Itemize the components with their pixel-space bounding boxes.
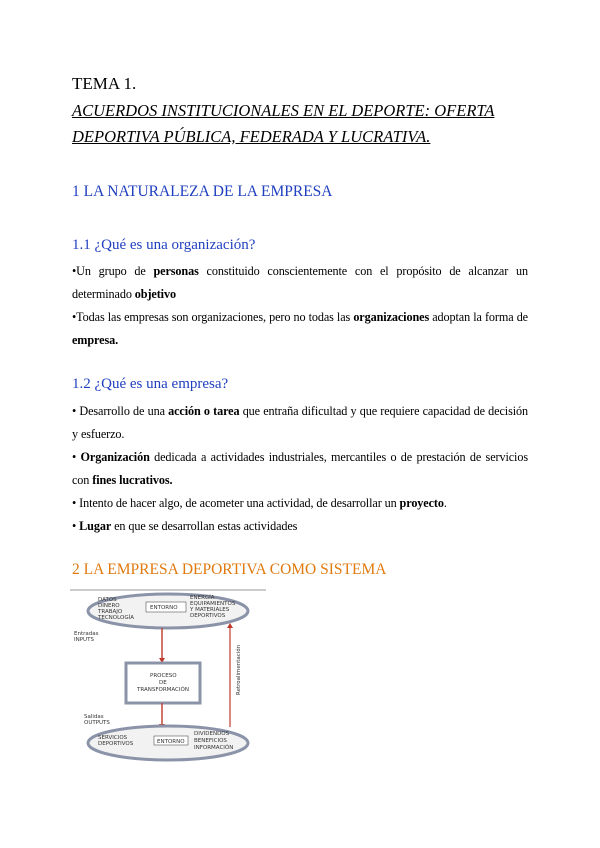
- input-label-1: Entradas: [74, 631, 99, 637]
- paragraph-empresa-1: • Desarrollo de una acción o tarea que entraña dificultad y que requiere capacidad de decisión y esfuerzo.: [72, 404, 528, 441]
- process-label-2: DE: [159, 680, 167, 686]
- top-right-label-4: DEPORTIVOS: [190, 613, 226, 619]
- paragraph-empresa-2: • Organización dedicada a actividades industriales, mercantiles o de prestación de servicios con fines lucrativos.: [72, 450, 528, 487]
- section-2-heading: 2 LA EMPRESA DEPORTIVA COMO SISTEMA: [72, 561, 387, 578]
- company-system-diagram: [68, 585, 268, 765]
- top-left-label-3: TRABAJO: [98, 609, 123, 615]
- top-right-label-3: Y MATERIALES: [190, 607, 230, 613]
- bottom-left-label-1: SERVICIOS: [98, 735, 128, 741]
- subsection-1-2-heading: 1.2 ¿Qué es una empresa?: [72, 376, 229, 392]
- bottom-right-label-2: BENEFICIOS: [194, 738, 227, 744]
- process-label-1: PROCESO: [150, 673, 177, 679]
- section-1-heading: 1 LA NATURALEZA DE LA EMPRESA: [72, 183, 333, 200]
- process-label-3: TRANSFORMACIÓN: [137, 687, 189, 693]
- feedback-label: Retroalimentación: [236, 644, 242, 695]
- paragraph-organizacion-1: •Un grupo de personas constituido conscientemente con el propósito de alcanzar un determinado objetivo: [72, 264, 528, 301]
- input-label-2: INPUTS: [74, 637, 94, 643]
- bottom-entorno-label: ENTORNO: [157, 739, 185, 745]
- output-label-2: OUTPUTS: [84, 720, 110, 726]
- bottom-right-label-3: INFORMACIÓN: [194, 745, 234, 751]
- bottom-left-label-2: DEPORTIVOS: [98, 741, 134, 747]
- top-entorno-label: ENTORNO: [150, 605, 178, 611]
- top-right-label-1: ENERGÍA: [190, 595, 215, 601]
- title-line-1: ACUERDOS INSTITUCIONALES EN EL DEPORTE: OFERTA: [72, 101, 495, 120]
- bottom-right-label-1: DIVIDENDOS: [194, 731, 230, 737]
- top-left-label-1: DATOS: [98, 597, 117, 603]
- tema-heading: TEMA 1.: [72, 74, 137, 93]
- title-line-2: DEPORTIVA PÚBLICA, FEDERADA Y LUCRATIVA.: [72, 127, 431, 146]
- paragraph-empresa-4: • Lugar en que se desarrollan estas actividades: [72, 519, 298, 533]
- top-left-label-2: DINERO: [98, 603, 120, 609]
- top-left-label-4: TECNOLOGÍA: [98, 615, 134, 621]
- paragraph-organizacion-2: •Todas las empresas son organizaciones, pero no todas las organizaciones adoptan la forma de empresa.: [72, 310, 528, 347]
- output-label-1: Salidas: [84, 714, 104, 720]
- subsection-1-1-heading: 1.1 ¿Qué es una organización?: [72, 237, 256, 253]
- top-right-label-2: EQUIPAMIENTOS: [190, 601, 236, 607]
- paragraph-empresa-3: • Intento de hacer algo, de acometer una actividad, de desarrollar un proyecto.: [72, 496, 447, 510]
